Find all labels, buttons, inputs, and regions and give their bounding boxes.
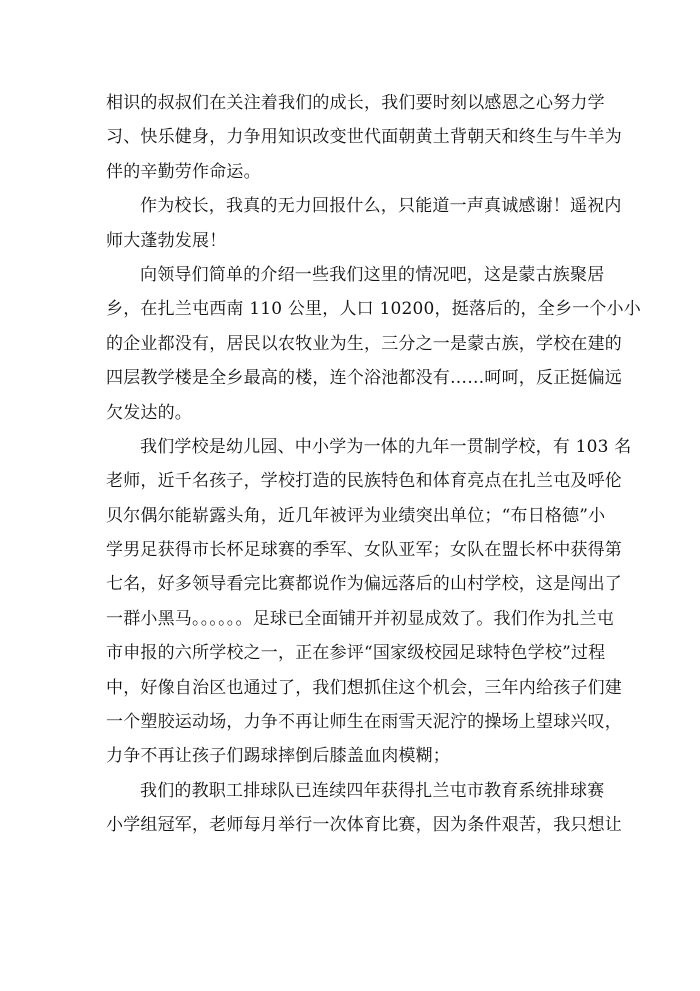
paragraph-2 [106, 189, 622, 258]
paragraph-5 [106, 774, 622, 843]
paragraph-line: 的企业都没有，居民以农牧业为生，三分之一是蒙古族，学校在建的 [106, 333, 622, 354]
paragraph-line: 中，好像自治区也通过了，我们想抓住这个机会，三年内给孩子们建 [106, 677, 622, 698]
paragraph-line: 四层教学楼是全乡最高的楼，连个浴池都没有……呵呵，反正挺偏远 [106, 368, 622, 389]
paragraph-1 [106, 86, 622, 189]
paragraph-line: 小学组冠军，老师每月举行一次体育比赛，因为条件艰苦，我只想让 [106, 815, 622, 836]
paragraph-line: 力争不再让孩子们踢球摔倒后膝盖血肉模糊； [106, 746, 450, 767]
paragraph-4 [106, 430, 632, 774]
paragraph-line: 相识的叔叔们在关注着我们的成长，我们要时刻以感恩之心努力学 [106, 93, 605, 113]
paragraph-line: 一个塑胶运动场，力争不再让师生在雨雪天泥泞的操场上望球兴叹， [106, 712, 622, 733]
paragraph-line: 作为校长，我真的无力回报什么，只能道一声真诚感谢！遥祝内 [140, 196, 622, 217]
paragraph-line: 一群小黑马。。。。。。足球已全面铺开并初显成效了。我们作为扎兰屯 [106, 608, 614, 629]
paragraph-line: 市申报的六所学校之一，正在参评“国家级校园足球特色学校”过程 [106, 643, 606, 664]
paragraph-line: 七名，好多领导看完比赛都说作为偏远落后的山村学校，这是闯出了 [106, 574, 622, 595]
paragraph-line: 欠发达的。 [106, 402, 192, 423]
paragraph-line: 老师，近千名孩子，学校打造的民族特色和体育亮点在扎兰屯及呼伦 [106, 471, 622, 492]
paragraph-line: 贝尔偶尔能崭露头角，近几年被评为业绩突出单位；“布日格德”小 [106, 505, 606, 526]
document-body [106, 86, 641, 843]
paragraph-line: 乡，在扎兰屯西南 110 公里，人口 10200，挺落后的，全乡一个小小 [106, 299, 641, 320]
paragraph-line: 我们的教职工排球队已连续四年获得扎兰屯市教育系统排球赛 [140, 780, 605, 801]
paragraph-line: 师大蓬勃发展！ [106, 230, 227, 251]
paragraph-3 [106, 258, 641, 430]
paragraph-line: 向领导们简单的介绍一些我们这里的情况吧，这是蒙古族聚居 [140, 264, 605, 285]
paragraph-line: 习、快乐健身，力争用知识改变世代面朝黄土背朝天和终生与牛羊为 [106, 127, 622, 148]
paragraph-line: 学男足获得市长杯足球赛的季军、女队亚军；女队在盟长杯中获得第 [106, 540, 622, 561]
paragraph-line: 我们学校是幼儿园、中小学为一体的九年一贯制学校，有 103 名 [140, 436, 632, 457]
paragraph-line: 伴的辛勤劳作命运。 [106, 161, 261, 182]
